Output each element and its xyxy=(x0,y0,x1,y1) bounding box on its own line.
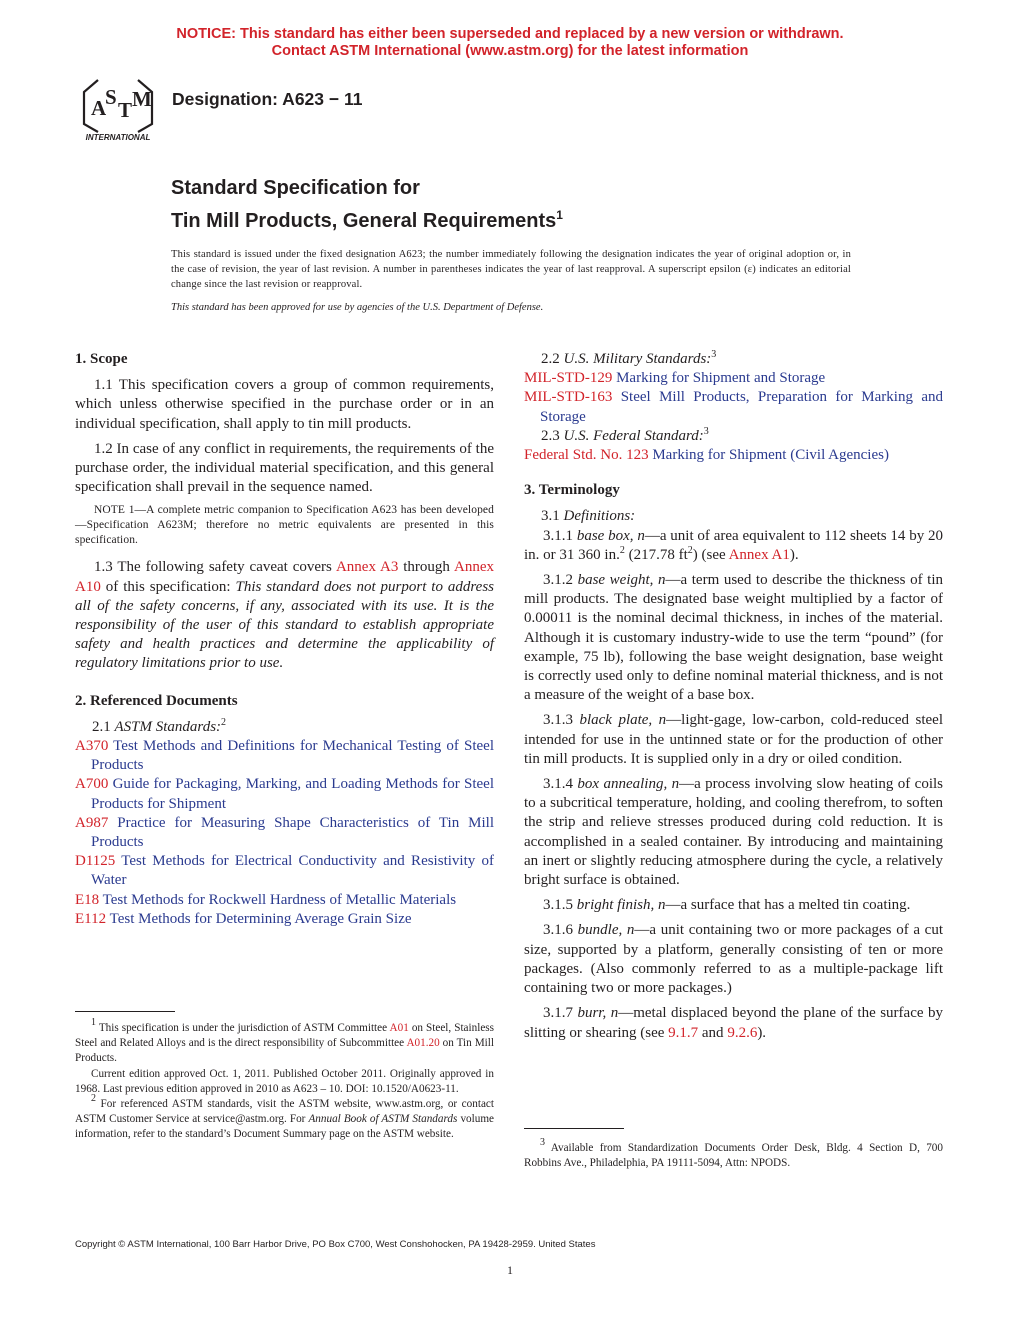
term-sup: 2 xyxy=(687,544,693,556)
scope-1-2: 1.2 In case of any conflict in requirements, the requirements of the purchase order, the individual material specification, and this general specification shall prevail in the sequence named. xyxy=(75,440,494,496)
term-sup: 2 xyxy=(619,544,625,556)
footnote-1-mark: 1 xyxy=(91,1017,96,1028)
terminology-heading: 3. Terminology xyxy=(524,482,620,499)
title-line-2 xyxy=(171,202,563,235)
term-name: black plate, n xyxy=(579,712,667,729)
notice-line-1: NOTICE: This standard has either been superseded and replaced by a new version or withdrawn. xyxy=(176,26,844,42)
ref-item xyxy=(75,852,494,890)
definitions-label xyxy=(524,507,943,526)
page-number: 1 xyxy=(507,1263,513,1277)
ref-title-link[interactable]: Test Methods for Electrical Conductivity and Resistivity of Water xyxy=(91,853,494,889)
footnote-1 xyxy=(75,1017,494,1067)
astm-logo-subtext: INTERNATIONAL xyxy=(85,133,151,142)
term-number: 3.1.2 xyxy=(543,572,578,589)
footnote-3 xyxy=(524,1137,943,1171)
left-column xyxy=(75,350,494,929)
ref-item xyxy=(524,446,943,465)
footnote-2-italic: Annual Book of ASTM Standards xyxy=(308,1113,458,1126)
astm-standards-label xyxy=(75,718,494,737)
ref-code-link[interactable]: A987 xyxy=(75,814,109,831)
term-text: (217.78 ft xyxy=(624,546,688,563)
astm-logo-letter-m: M xyxy=(132,87,152,111)
issued-note: This standard is issued under the fixed designation A623; the number immediately following the designation indicates the year of original adoption or, in the case of revision, the year of last revision. A number in parentheses indicates the year of last reapproval. A superscript epsilon (ε) indicates an editorial change since the last revision or reapproval. xyxy=(171,249,851,290)
term-text: —a unit containing two or more packages of a cut size, supported by a platform, generally consisting of ten or more packages. (Also commonly referred to as a multiple-package lift containing two or more packages.) xyxy=(524,922,944,997)
ref-item xyxy=(75,910,494,929)
annex-a10-link[interactable]: Annex A10 xyxy=(75,559,494,595)
scope-heading: 1. Scope xyxy=(75,351,128,367)
ref-title-link[interactable]: Test Methods for Determining Average Grain Size xyxy=(106,910,412,927)
ref-title-link[interactable]: Marking for Shipment and Storage xyxy=(612,370,826,387)
ref-code-link[interactable]: MIL-STD-129 xyxy=(524,370,613,387)
astm-standards-sup: 2 xyxy=(221,716,227,728)
footnote-1-edition: Current edition approved Oct. 1, 2011. Published October 2011. Originally approved in 1968. Last previous edition approved in 2010 as A623 – 10. DOI: 10.1520/A0623-11. xyxy=(75,1067,494,1095)
title-line-1: Standard Specification for xyxy=(171,177,420,199)
term-text: —light-gage, low-carbon, cold-reduced steel intended for use in the untinned state or for the production of other tin mill products. It is supplied only in a dry or oiled condition. xyxy=(524,712,943,767)
section-9-1-7-link[interactable]: 9.1.7 xyxy=(668,1024,699,1041)
footnote-rule-right xyxy=(524,1128,624,1129)
military-standards-sup: 3 xyxy=(711,349,717,360)
document-title xyxy=(171,175,563,235)
term-base-box xyxy=(524,527,943,565)
ref-code-link[interactable]: D1125 xyxy=(75,853,116,870)
designation: Designation: A623 − 11 xyxy=(172,89,363,109)
term-number: 3.1.3 xyxy=(543,712,580,729)
ref-title-link[interactable]: Test Methods for Rockwell Hardness of Metallic Materials xyxy=(99,891,457,908)
term-name: bundle, n xyxy=(577,922,635,939)
term-text: —a process involving slow heating of coils to a subcritical temperature, holding, and cooling therefrom, to soften the strip and relieve stresses produced during cold reduction. It is accomplished in a sealed container. By introducing and maintaining an inert or slightly reducing atmosphere during the cycle, a relatively bright surface is obtained. xyxy=(524,776,944,889)
federal-standard-label xyxy=(524,427,943,446)
scope-1-3-text-a: 1.3 The following safety caveat covers xyxy=(94,559,336,576)
term-burr xyxy=(524,1004,943,1042)
annex-a3-link[interactable]: Annex A3 xyxy=(335,559,399,576)
astm-logo-letter-t: T xyxy=(118,98,133,122)
notice-line-2: Contact ASTM International (www.astm.org) for the latest information xyxy=(271,43,749,59)
astm-refs-list xyxy=(75,737,494,929)
term-text: —a term used to describe the thickness of tin mill products. The designated base weight multiplied by a factor of 0.00011 is the nominal decimal thickness, in inches of the material. Although it is customary industry-wide to use the term “pound” (for example, 75 lb), following the base weight designation, base weight is correctly used only to define nominal material thickness, and is not a measure of the weight of a base box. xyxy=(524,572,943,704)
term-text: ). xyxy=(789,546,799,563)
approved-note: This standard has been approved for use by agencies of the U.S. Department of Defense. xyxy=(171,302,544,313)
astm-logo-letter-a: A xyxy=(91,96,107,120)
subcommittee-a01-20-link[interactable]: A01.20 xyxy=(406,1037,440,1050)
term-name: bright finish, n xyxy=(576,897,666,914)
term-box-annealing xyxy=(524,775,943,890)
federal-standard-number: 2.3 xyxy=(541,427,564,444)
term-name: box annealing, n xyxy=(577,776,680,793)
term-number: 3.1.5 xyxy=(543,897,577,914)
scope-1-3-text-b: through xyxy=(398,559,454,576)
federal-standard-title: U.S. Federal Standard: xyxy=(563,427,704,444)
copyright: Copyright © ASTM International, 100 Barr Harbor Drive, PO Box C700, West Conshohocken, PA 19428-2959. United States xyxy=(75,1239,596,1250)
definitions-number: 3.1 xyxy=(541,508,564,525)
footnote-2-text-a: For referenced ASTM standards, visit the ASTM website, www.astm.org, or contact ASTM Customer Service at service@astm.org. For xyxy=(75,1098,494,1126)
title-line-2-text: Tin Mill Products, General Requirements xyxy=(171,210,557,232)
ref-code-link[interactable]: E112 xyxy=(75,910,107,927)
term-bundle xyxy=(524,921,943,998)
footnotes-left xyxy=(75,1017,494,1143)
ref-title-link[interactable]: Marking for Shipment (Civil Agencies) xyxy=(648,447,889,464)
ref-code-link[interactable]: E18 xyxy=(75,891,100,908)
referenced-heading: 2. Referenced Documents xyxy=(75,692,238,709)
federal-standard-sup: 3 xyxy=(703,425,709,437)
ref-title-link[interactable]: Guide for Packaging, Marking, and Loading Methods for Steel Products for Shipment xyxy=(91,776,494,812)
footnote-2-text-b: volume information, refer to the standard’s Document Summary page on the ASTM website. xyxy=(75,1113,494,1141)
term-number: 3.1.7 xyxy=(543,1005,578,1022)
astm-logo xyxy=(74,72,162,144)
term-text: —metal displaced beyond the plane of the surface by slitting or shearing (see xyxy=(524,1005,943,1041)
section-9-2-6-link[interactable]: 9.2.6 xyxy=(727,1024,758,1041)
term-bright-finish xyxy=(524,896,943,915)
ref-code-link[interactable]: A370 xyxy=(75,738,109,755)
ref-title-link[interactable]: Practice for Measuring Shape Characteristics of Tin Mill Products xyxy=(91,814,494,851)
astm-standards-number: 2.1 xyxy=(92,718,115,735)
ref-item xyxy=(75,891,494,910)
astm-logo-letter-s: S xyxy=(105,85,117,109)
term-number: 3.1.6 xyxy=(543,922,578,939)
scope-1-3 xyxy=(75,558,494,673)
ref-item xyxy=(524,369,943,388)
scope-1-1: 1.1 This specification covers a group of common requirements, which unless otherwise specified in the purchase order or in an individual specification, shall apply to tin mill products. xyxy=(75,377,494,432)
term-name: burr, n xyxy=(577,1005,619,1022)
footnote-3-text: Available from Standardization Documents Order Desk, Bldg. 4 Section D, 700 Robbins Ave., Philadelphia, PA 19111-5094, Attn: NPODS. xyxy=(524,1142,943,1170)
footnote-3-mark: 3 xyxy=(540,1137,545,1148)
annex-a1-link[interactable]: Annex A1 xyxy=(728,546,790,563)
title-footnote-mark: 1 xyxy=(556,208,563,222)
term-number: 3.1.1 xyxy=(543,527,577,544)
ref-item xyxy=(75,814,494,852)
term-text: ). xyxy=(757,1024,767,1041)
footnote-2-mark: 2 xyxy=(91,1093,96,1105)
footnotes-right xyxy=(524,1137,943,1171)
footnote-rule-left xyxy=(75,1011,175,1012)
committee-a01-link[interactable]: A01 xyxy=(389,1022,409,1034)
term-text: and xyxy=(698,1024,728,1041)
ref-title-link[interactable]: Steel Mill Products, Preparation for Marking and Storage xyxy=(540,389,943,425)
definitions-title: Definitions: xyxy=(563,508,636,525)
supersession-notice xyxy=(0,26,1020,60)
ref-code-link[interactable]: A700 xyxy=(75,776,109,793)
footnote-1-text-c: on Tin Mill Products. xyxy=(75,1037,494,1065)
term-number: 3.1.4 xyxy=(543,776,578,793)
ref-code-link[interactable]: MIL-STD-163 xyxy=(524,389,613,406)
footnote-1-text-a: This specification is under the jurisdiction of ASTM Committee xyxy=(96,1022,390,1034)
term-text: —a surface that has a melted tin coating. xyxy=(665,897,911,914)
military-standards-title: U.S. Military Standards: xyxy=(563,351,712,367)
term-text: ) (see xyxy=(692,546,729,563)
ref-code-link[interactable]: Federal Std. No. 123 xyxy=(524,447,649,464)
ref-item xyxy=(75,737,494,775)
term-base-weight xyxy=(524,571,943,705)
ref-title-link[interactable]: Test Methods and Definitions for Mechanical Testing of Steel Products xyxy=(91,738,494,774)
term-name: base box, n xyxy=(576,527,645,544)
right-column xyxy=(524,350,943,1049)
military-standards-number: 2.2 xyxy=(541,351,564,367)
footnote-1-text-b: on Steel, Stainless Steel and Related Alloys and is the direct responsibility of Subcommittee xyxy=(75,1022,494,1050)
safety-caveat: This standard does not purport to address all of the safety concerns, if any, associated with its use. It is the responsibility of the user of this standard to establish appropriate safety and health practices and determine the applicability of regulatory limitations prior to use. xyxy=(75,578,495,672)
ref-item xyxy=(524,388,943,426)
military-standards-label xyxy=(524,350,943,369)
footnote-2 xyxy=(75,1093,494,1143)
ref-item xyxy=(75,775,494,813)
astm-standards-title: ASTM Standards: xyxy=(114,718,222,735)
term-black-plate xyxy=(524,711,943,769)
term-name: base weight, n xyxy=(577,572,666,589)
scope-1-3-text-c: of this specification: xyxy=(100,578,236,595)
note-1: NOTE 1—A complete metric companion to Specification A623 has been developed—Specification A623M; therefore no metric equivalents are presented in this specification. xyxy=(75,504,494,547)
term-text: —a unit of area equivalent to 112 sheets 14 by 20 in. or 31 360 in. xyxy=(524,527,944,563)
